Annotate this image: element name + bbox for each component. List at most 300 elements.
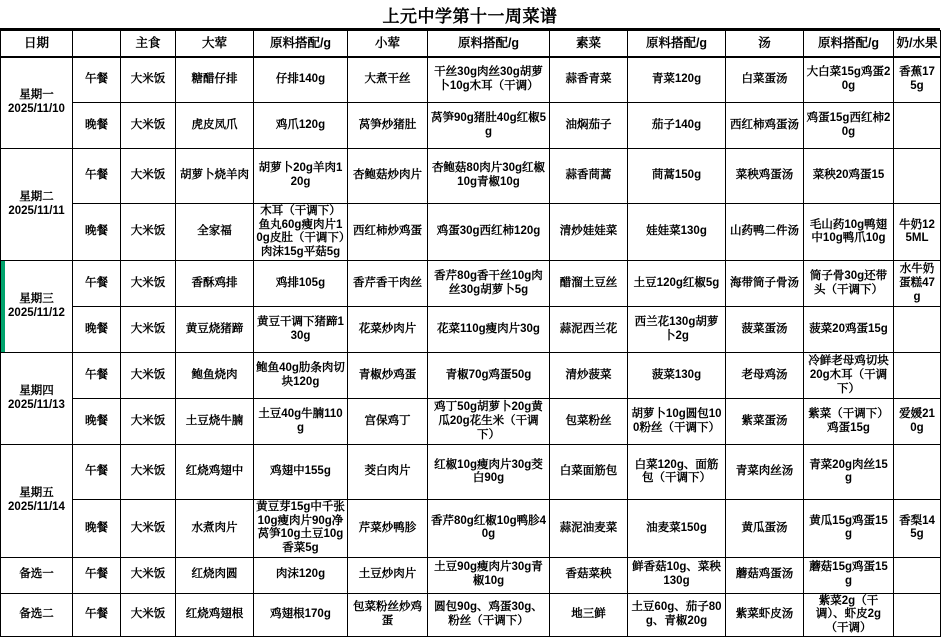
staple-cell-text: 大米饭 — [130, 72, 166, 85]
milk-fruit-cell-text: 香梨145g — [899, 514, 935, 541]
milk-fruit-cell — [894, 204, 941, 261]
main-ingredients-cell — [254, 103, 348, 149]
main-dish-cell — [176, 149, 254, 204]
main-dish-cell-text: 水煮肉片 — [191, 521, 238, 534]
table-row — [1, 445, 941, 500]
soup-cell — [726, 500, 804, 557]
staple-cell — [121, 103, 176, 149]
sub-ingredients-cell-text: 圆包90g、鸡蛋30g、粉丝（干调下） — [434, 601, 543, 627]
sub-dish-cell — [348, 557, 428, 593]
vegetable-ingredients-cell — [628, 353, 726, 399]
soup-ingredients-cell — [804, 149, 894, 204]
staple-cell-text: 大米饭 — [130, 276, 166, 289]
sub-dish-cell — [348, 149, 428, 204]
soup-ingredients-cell-text: 菠菜20鸡蛋15g — [809, 322, 888, 335]
vegetable-ingredients-cell-text: 茄子140g — [651, 118, 702, 131]
main-ingredients-cell — [254, 445, 348, 500]
sub-ingredients-cell — [428, 557, 550, 593]
meal-label — [73, 399, 121, 445]
main-dish-cell-text: 土豆烧牛腩 — [185, 414, 244, 427]
day-date: 2025/11/12 — [8, 306, 65, 319]
day-date: 2025/11/10 — [8, 102, 65, 115]
soup-cell — [726, 353, 804, 399]
sub-ingredients-cell — [428, 103, 550, 149]
staple-cell — [121, 57, 176, 103]
main-dish-cell — [176, 445, 254, 500]
main-ingredients-cell-text: 仔排140g — [275, 72, 326, 85]
table-row — [1, 399, 941, 445]
soup-cell-text: 白菜蛋汤 — [741, 72, 788, 85]
vegetable-cell — [550, 57, 628, 103]
milk-fruit-cell — [894, 399, 941, 445]
vegetable-ingredients-cell — [628, 445, 726, 500]
vegetable-cell — [550, 261, 628, 307]
sub-dish-cell-text: 西红柿炒鸡蛋 — [353, 225, 422, 238]
soup-ingredients-cell-text: 毛山药10g鸭翅中10g鸭爪10g — [809, 218, 888, 245]
main-dish-cell-text: 胡萝卜烧羊肉 — [180, 169, 249, 182]
sub-dish-cell-text: 包菜粉丝炒鸡蛋 — [353, 601, 422, 627]
staple-cell — [121, 149, 176, 204]
sub-ingredients-cell-text: 鸡蛋30g西红柿120g — [436, 225, 541, 238]
staple-cell-text: 大米饭 — [130, 414, 166, 427]
day-cell — [1, 353, 73, 445]
main-dish-cell — [176, 593, 254, 637]
vegetable-cell-text: 包菜粉丝 — [565, 414, 612, 427]
vegetable-ingredients-cell-text: 土豆60g、茄子80g、青椒20g — [631, 601, 722, 627]
header-milk-fruit: 奶/水果 — [894, 31, 941, 57]
main-ingredients-cell-text: 鲍鱼40g肋条肉切块120g — [256, 362, 345, 388]
day-date: 2025/11/14 — [8, 500, 65, 513]
staple-cell — [121, 399, 176, 445]
staple-cell — [121, 593, 176, 637]
meal-label-text: 晚餐 — [85, 118, 108, 131]
main-ingredients-cell — [254, 593, 348, 637]
main-dish-cell-text: 虎皮凤爪 — [191, 118, 238, 131]
soup-cell-text: 山药鸭二件汤 — [730, 225, 799, 238]
meal-label — [73, 307, 121, 353]
main-ingredients-cell-text: 黄豆芽15g中千张10g瘦肉片90g净莴笋10g土豆10g香菜5g — [256, 501, 345, 554]
milk-fruit-cell — [894, 149, 941, 204]
header-sub-ingredients: 原料搭配/g — [428, 31, 550, 57]
soup-ingredients-cell — [804, 204, 894, 261]
main-dish-cell — [176, 204, 254, 261]
soup-ingredients-cell-text: 黄瓜15g鸡蛋15g — [809, 514, 888, 541]
header-vegetable-ingredients: 原料搭配/g — [628, 31, 726, 57]
main-ingredients-cell-text: 黄豆干调下猪蹄130g — [257, 316, 344, 342]
vegetable-ingredients-cell-text: 鲜香菇10g、菜秧130g — [632, 561, 721, 587]
soup-cell — [726, 103, 804, 149]
sub-ingredients-cell-text: 干丝30g肉丝30g胡萝卜10g木耳（干调） — [434, 66, 543, 92]
meal-label-text: 午餐 — [85, 72, 108, 85]
main-ingredients-cell — [254, 149, 348, 204]
vegetable-ingredients-cell-text: 胡萝卜10g圆包100粉丝（干调下） — [631, 408, 722, 434]
main-dish-cell — [176, 399, 254, 445]
soup-ingredients-cell — [804, 307, 894, 353]
milk-fruit-cell — [894, 261, 941, 307]
soup-ingredients-cell — [804, 557, 894, 593]
vegetable-ingredients-cell — [628, 261, 726, 307]
sub-dish-cell — [348, 593, 428, 637]
meal-label-text: 晚餐 — [85, 414, 108, 427]
vegetable-cell — [550, 500, 628, 557]
header-date: 日期 — [1, 31, 73, 57]
table-row — [1, 353, 941, 399]
soup-ingredients-cell — [804, 500, 894, 557]
meal-label — [73, 557, 121, 593]
main-dish-cell-text: 红烧鸡翅中 — [185, 465, 244, 478]
header-vegetable: 素菜 — [550, 31, 628, 57]
sub-dish-cell-text: 大煮干丝 — [364, 72, 411, 85]
vegetable-ingredients-cell — [628, 103, 726, 149]
main-ingredients-cell — [254, 57, 348, 103]
vegetable-cell — [550, 204, 628, 261]
table-header-row — [1, 31, 941, 57]
milk-fruit-cell — [894, 103, 941, 149]
soup-ingredients-cell-text: 鸡蛋15g西红柿20g — [806, 111, 891, 138]
sub-ingredients-cell-text: 香芹80g红椒10g鸭胗40g — [430, 514, 547, 541]
sub-ingredients-cell — [428, 445, 550, 500]
vegetable-ingredients-cell-text: 白菜120g、面筋包（干调下） — [634, 458, 719, 485]
sub-ingredients-cell — [428, 353, 550, 399]
main-dish-cell-text: 香酥鸡排 — [191, 276, 238, 289]
main-ingredients-cell-text: 鸡翅中155g — [270, 465, 331, 478]
main-dish-cell — [176, 307, 254, 353]
soup-cell-text: 海带筒子骨汤 — [730, 276, 799, 289]
meal-label — [73, 57, 121, 103]
soup-ingredients-cell-text: 冷鲜老母鸡切块20g木耳（干调下） — [808, 355, 889, 395]
staple-cell — [121, 261, 176, 307]
day-name: 备选一 — [19, 568, 54, 581]
main-dish-cell — [176, 261, 254, 307]
vegetable-cell-text: 香菇菜秧 — [565, 568, 612, 581]
meal-label-text: 午餐 — [85, 465, 108, 478]
main-ingredients-cell — [254, 500, 348, 557]
sub-ingredients-cell — [428, 500, 550, 557]
vegetable-ingredients-cell — [628, 557, 726, 593]
table-row — [1, 149, 941, 204]
page-title: 上元中学第十一周菜谱 — [382, 6, 558, 26]
vegetable-ingredients-cell-text: 西兰花130g胡萝卜2g — [634, 316, 719, 342]
vegetable-cell — [550, 557, 628, 593]
soup-ingredients-cell — [804, 445, 894, 500]
staple-cell — [121, 307, 176, 353]
table-row — [1, 261, 941, 307]
soup-cell-text: 黄瓜蛋汤 — [741, 521, 788, 534]
main-ingredients-cell — [254, 261, 348, 307]
vegetable-cell — [550, 593, 628, 637]
vegetable-cell-text: 清炒娃娃菜 — [559, 225, 618, 238]
soup-ingredients-cell-text: 筒子骨30g还带头（干调下） — [809, 270, 888, 296]
sub-dish-cell — [348, 445, 428, 500]
vegetable-cell-text: 白菜面筋包 — [559, 465, 618, 478]
main-ingredients-cell-text: 鸡翅根170g — [270, 608, 331, 621]
vegetable-ingredients-cell-text: 土豆120g红椒5g — [633, 276, 720, 289]
sub-dish-cell-text: 茭白肉片 — [364, 465, 411, 478]
soup-ingredients-cell-text: 青菜20g肉丝15g — [809, 458, 888, 485]
vegetable-ingredients-cell — [628, 593, 726, 637]
day-cell — [1, 593, 73, 637]
sub-ingredients-cell-text: 香芹80g香干丝10g肉丝30g胡萝卜5g — [434, 270, 543, 296]
header-main-ingredients: 原料搭配/g — [254, 31, 348, 57]
vegetable-cell-text: 蒜香青菜 — [565, 72, 612, 85]
sub-dish-cell-text: 杏鲍菇炒肉片 — [353, 169, 422, 182]
day-name: 星期四 — [19, 385, 54, 398]
main-ingredients-cell-text: 鸡排105g — [275, 276, 326, 289]
soup-cell-text: 青菜肉丝汤 — [735, 465, 794, 478]
sub-ingredients-cell — [428, 307, 550, 353]
soup-cell — [726, 307, 804, 353]
soup-cell-text: 菠菜蛋汤 — [741, 322, 788, 335]
day-name: 星期五 — [19, 487, 54, 500]
main-dish-cell — [176, 103, 254, 149]
main-dish-cell-text: 全家福 — [197, 225, 232, 238]
main-dish-cell-text: 红烧肉圆 — [191, 568, 238, 581]
milk-fruit-cell-text: 香蕉175g — [899, 66, 935, 92]
sub-dish-cell-text: 花菜炒肉片 — [358, 322, 417, 335]
meal-label — [73, 149, 121, 204]
staple-cell — [121, 500, 176, 557]
vegetable-cell-text: 清炒菠菜 — [565, 368, 612, 381]
weekly-menu-table — [0, 30, 941, 637]
vegetable-cell — [550, 103, 628, 149]
header-main-dish: 大荤 — [176, 31, 254, 57]
milk-fruit-cell — [894, 593, 941, 637]
main-ingredients-cell-text: 鸡爪120g — [275, 118, 326, 131]
main-dish-cell — [176, 57, 254, 103]
soup-cell — [726, 204, 804, 261]
vegetable-ingredients-cell — [628, 204, 726, 261]
soup-ingredients-cell — [804, 103, 894, 149]
sub-dish-cell — [348, 307, 428, 353]
soup-cell — [726, 399, 804, 445]
main-ingredients-cell — [254, 204, 348, 261]
milk-fruit-cell — [894, 445, 941, 500]
staple-cell — [121, 557, 176, 593]
soup-cell-text: 老母鸡汤 — [741, 368, 788, 381]
day-cell — [1, 445, 73, 557]
soup-ingredients-cell-text: 菜秧20鸡蛋15 — [812, 169, 885, 182]
soup-ingredients-cell — [804, 353, 894, 399]
sub-ingredients-cell-text: 土豆90g瘦肉片30g青椒10g — [434, 561, 543, 587]
sub-dish-cell-text: 青椒炒鸡蛋 — [358, 368, 417, 381]
sub-ingredients-cell — [428, 261, 550, 307]
vegetable-cell — [550, 307, 628, 353]
main-ingredients-cell — [254, 307, 348, 353]
soup-cell-text: 西红柿鸡蛋汤 — [730, 118, 799, 131]
header-meal — [73, 31, 121, 57]
sub-dish-cell-text: 芹菜炒鸭胗 — [358, 521, 417, 534]
day-cell — [1, 57, 73, 149]
table-row — [1, 57, 941, 103]
soup-ingredients-cell — [804, 399, 894, 445]
day-cell — [1, 557, 73, 593]
sub-ingredients-cell-text: 鸡丁50g胡萝卜20g黄瓜20g花生米（干调下） — [434, 401, 543, 441]
vegetable-ingredients-cell-text: 青菜120g — [651, 72, 702, 85]
staple-cell — [121, 204, 176, 261]
soup-ingredients-cell-text: 蘑菇15g鸡蛋15g — [809, 561, 888, 587]
day-name: 星期一 — [19, 89, 54, 102]
main-ingredients-cell-text: 土豆40g牛腩110g — [258, 408, 343, 434]
page-title-bar — [0, 0, 940, 30]
staple-cell-text: 大米饭 — [130, 322, 166, 335]
vegetable-ingredients-cell — [628, 307, 726, 353]
sub-dish-cell-text: 土豆炒肉片 — [358, 568, 417, 581]
staple-cell — [121, 445, 176, 500]
main-dish-cell-text: 红烧鸡翅根 — [185, 608, 244, 621]
vegetable-ingredients-cell-text: 茼蒿150g — [651, 169, 702, 182]
main-ingredients-cell-text: 肉沫120g — [275, 568, 326, 581]
vegetable-ingredients-cell — [628, 57, 726, 103]
main-dish-cell-text: 糖醋仔排 — [191, 72, 238, 85]
main-dish-cell — [176, 353, 254, 399]
day-date: 2025/11/11 — [8, 204, 65, 217]
vegetable-cell — [550, 353, 628, 399]
sub-dish-cell — [348, 353, 428, 399]
sub-dish-cell — [348, 204, 428, 261]
vegetable-cell-text: 油焖茄子 — [565, 118, 612, 131]
main-dish-cell-text: 鲍鱼烧肉 — [191, 368, 238, 381]
soup-ingredients-cell-text: 紫菜（干调下）鸡蛋15g — [808, 408, 889, 434]
sub-ingredients-cell-text: 杏鲍菇80肉片30g红椒10g青椒10g — [431, 162, 546, 188]
main-ingredients-cell — [254, 399, 348, 445]
header-sub-dish: 小荤 — [348, 31, 428, 57]
vegetable-cell — [550, 149, 628, 204]
day-name: 备选二 — [19, 608, 54, 621]
vegetable-ingredients-cell-text: 娃娃菜130g — [646, 225, 707, 238]
table-row — [1, 204, 941, 261]
meal-label-text: 午餐 — [85, 169, 108, 182]
sub-ingredients-cell-text: 莴笋90g猪肚40g红椒5g — [430, 111, 547, 138]
vegetable-cell — [550, 399, 628, 445]
sub-dish-cell-text: 宫保鸡丁 — [364, 414, 411, 427]
milk-fruit-cell-text: 水牛奶蛋糕47g — [899, 263, 935, 303]
meal-label-text: 晚餐 — [85, 225, 108, 238]
main-dish-cell — [176, 557, 254, 593]
vegetable-cell-text: 蒜泥油麦菜 — [559, 521, 618, 534]
staple-cell-text: 大米饭 — [130, 608, 166, 621]
main-ingredients-cell — [254, 353, 348, 399]
header-soup-ingredients: 原料搭配/g — [804, 31, 894, 57]
vegetable-ingredients-cell-text: 油麦菜150g — [646, 521, 707, 534]
meal-label — [73, 353, 121, 399]
soup-cell — [726, 149, 804, 204]
sub-dish-cell — [348, 500, 428, 557]
table-row — [1, 103, 941, 149]
soup-cell-text: 菜秧鸡蛋汤 — [735, 169, 794, 182]
meal-label — [73, 103, 121, 149]
vegetable-cell-text: 醋溜土豆丝 — [559, 276, 618, 289]
vegetable-ingredients-cell — [628, 399, 726, 445]
staple-cell-text: 大米饭 — [130, 568, 166, 581]
sub-ingredients-cell — [428, 149, 550, 204]
vegetable-ingredients-cell — [628, 500, 726, 557]
meal-label-text: 午餐 — [85, 608, 108, 621]
vegetable-cell — [550, 445, 628, 500]
table-row — [1, 307, 941, 353]
day-cell — [1, 149, 73, 261]
vegetable-cell-text: 地三鲜 — [571, 608, 606, 621]
milk-fruit-cell — [894, 557, 941, 593]
staple-cell-text: 大米饭 — [130, 465, 166, 478]
sub-ingredients-cell-text: 红椒10g瘦肉片30g茭白90g — [434, 458, 543, 485]
sub-dish-cell — [348, 57, 428, 103]
main-ingredients-cell-text: 木耳（干调下）鱼丸60g瘦肉片10g皮肚（干调下）肉沫15g平菇5g — [256, 205, 345, 258]
day-cell — [1, 261, 73, 353]
day-name: 星期二 — [19, 191, 54, 204]
meal-label-text: 午餐 — [85, 568, 108, 581]
soup-ingredients-cell — [804, 57, 894, 103]
table-body — [1, 57, 941, 637]
milk-fruit-cell — [894, 500, 941, 557]
soup-cell-text: 蘑菇鸡蛋汤 — [735, 568, 794, 581]
sub-dish-cell-text: 莴笋炒猪肚 — [358, 118, 417, 131]
row-selection-marker — [1, 261, 5, 352]
meal-label-text: 晚餐 — [85, 521, 108, 534]
sub-dish-cell-text: 香芹香干肉丝 — [353, 276, 422, 289]
milk-fruit-cell — [894, 307, 941, 353]
day-name: 星期三 — [19, 293, 54, 306]
table-row — [1, 557, 941, 593]
soup-ingredients-cell-text: 紫菜2g（干调）、虾皮2g（干调） — [815, 594, 882, 634]
main-dish-cell-text: 黄豆烧猪蹄 — [185, 322, 244, 335]
vegetable-ingredients-cell — [628, 149, 726, 204]
vegetable-ingredients-cell-text: 菠菜130g — [651, 368, 702, 381]
meal-label — [73, 500, 121, 557]
soup-cell-text: 紫菜蛋汤 — [741, 414, 788, 427]
milk-fruit-cell-text: 牛奶125ML — [899, 218, 935, 245]
staple-cell-text: 大米饭 — [130, 225, 166, 238]
soup-cell — [726, 261, 804, 307]
soup-cell — [726, 557, 804, 593]
staple-cell-text: 大米饭 — [130, 169, 166, 182]
sub-dish-cell — [348, 103, 428, 149]
milk-fruit-cell — [894, 353, 941, 399]
header-staple: 主食 — [121, 31, 176, 57]
meal-label-text: 午餐 — [85, 368, 108, 381]
meal-label — [73, 593, 121, 637]
soup-cell-text: 紫菜虾皮汤 — [735, 608, 794, 621]
staple-cell — [121, 353, 176, 399]
sub-ingredients-cell — [428, 399, 550, 445]
sub-dish-cell — [348, 261, 428, 307]
main-ingredients-cell — [254, 557, 348, 593]
staple-cell-text: 大米饭 — [130, 521, 166, 534]
sub-ingredients-cell — [428, 204, 550, 261]
meal-label — [73, 445, 121, 500]
soup-ingredients-cell-text: 大白菜15g鸡蛋20g — [806, 66, 891, 92]
vegetable-cell-text: 蒜泥西兰花 — [559, 322, 618, 335]
sub-dish-cell — [348, 399, 428, 445]
soup-ingredients-cell — [804, 261, 894, 307]
header-soup: 汤 — [726, 31, 804, 57]
main-ingredients-cell-text: 胡萝卜20g羊肉120g — [258, 162, 343, 188]
staple-cell-text: 大米饭 — [130, 368, 166, 381]
soup-cell — [726, 445, 804, 500]
sub-ingredients-cell-text: 花菜110g瘦肉片30g — [437, 322, 540, 335]
sub-ingredients-cell — [428, 57, 550, 103]
sub-ingredients-cell-text: 青椒70g鸡蛋50g — [445, 368, 532, 381]
soup-cell — [726, 593, 804, 637]
milk-fruit-cell-text: 爱媛210g — [899, 408, 935, 434]
table-row — [1, 593, 941, 637]
main-dish-cell — [176, 500, 254, 557]
meal-label — [73, 261, 121, 307]
soup-ingredients-cell — [804, 593, 894, 637]
milk-fruit-cell — [894, 57, 941, 103]
day-date: 2025/11/13 — [8, 398, 65, 411]
meal-label — [73, 204, 121, 261]
vegetable-cell-text: 蒜香茼蒿 — [565, 169, 612, 182]
